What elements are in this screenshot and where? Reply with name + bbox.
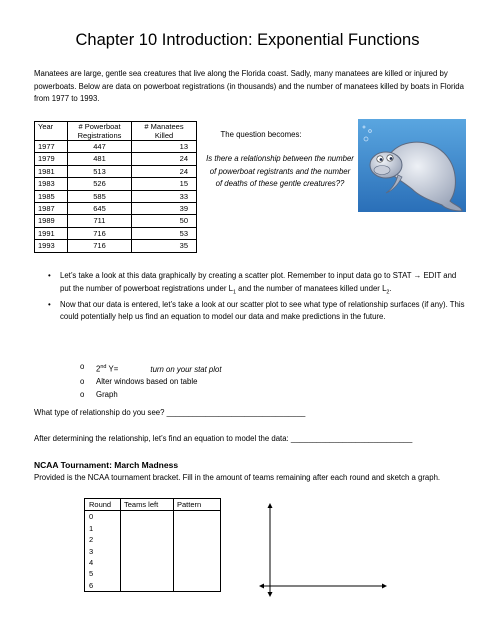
step-text: Alter windows based on table bbox=[96, 377, 198, 387]
circle-bullet-icon: o bbox=[80, 377, 85, 387]
cell-killed: 15 bbox=[132, 178, 197, 190]
cell-registrations: 711 bbox=[68, 215, 132, 227]
step-item bbox=[80, 389, 222, 402]
table-row bbox=[35, 178, 197, 190]
cell-killed: 53 bbox=[132, 227, 197, 239]
header-manatees-killed: # Manatees Killed bbox=[132, 122, 197, 141]
header-teams-left: Teams left bbox=[121, 499, 174, 511]
table-row bbox=[35, 227, 197, 239]
arrow-right-icon bbox=[382, 584, 387, 589]
bullet-text: Let’s take a look at this data graphically by creating a scatter plot. Remember to input data go to STAT bbox=[60, 271, 414, 280]
step-text: 2 bbox=[96, 364, 101, 374]
cell-pattern[interactable] bbox=[174, 534, 221, 545]
ncaa-heading: NCAA Tournament: March Madness bbox=[34, 460, 179, 470]
cell-killed: 24 bbox=[132, 165, 197, 177]
intro-paragraph: Manatees are large, gentle sea creatures that live along the Florida coast. Sadly, many manatees are killed or injured by powerboats. Below are data on powerboat registrations (in thousands) and the number of manatees killed by boats in Florida from 1977 to 1993. bbox=[34, 69, 464, 103]
bullet-icon: • bbox=[48, 299, 51, 309]
cell-pattern[interactable] bbox=[174, 568, 221, 579]
calculator-steps bbox=[80, 361, 222, 401]
step-item bbox=[80, 376, 222, 389]
table-row bbox=[85, 557, 221, 568]
cell-killed: 50 bbox=[132, 215, 197, 227]
cell-round: 6 bbox=[85, 580, 121, 592]
cell-killed: 39 bbox=[132, 202, 197, 214]
cell-round: 5 bbox=[85, 568, 121, 579]
cell-year: 1991 bbox=[35, 227, 68, 239]
cell-round: 3 bbox=[85, 546, 121, 557]
header-round: Round bbox=[85, 499, 121, 511]
relationship-question: What type of relationship do you see? ________________________________ bbox=[34, 408, 306, 417]
bullet-text: EDIT and put the number of powerboat registrations under L bbox=[60, 271, 457, 293]
ncaa-table bbox=[84, 498, 221, 592]
bullet-item bbox=[48, 299, 468, 324]
cell-teams-left[interactable] bbox=[121, 534, 174, 545]
cell-year: 1993 bbox=[35, 240, 68, 252]
table-row bbox=[85, 580, 221, 592]
cell-registrations: 716 bbox=[68, 240, 132, 252]
question-heading: The question becomes: bbox=[220, 130, 302, 139]
cell-registrations: 585 bbox=[68, 190, 132, 202]
bullet-text: and the number of manatees killed under L bbox=[236, 283, 387, 293]
cell-teams-left[interactable] bbox=[121, 546, 174, 557]
header-pattern: Pattern bbox=[174, 499, 221, 511]
circle-bullet-icon: o bbox=[80, 362, 85, 371]
table-header-row bbox=[85, 499, 221, 511]
step-text: Graph bbox=[96, 389, 118, 399]
cell-killed: 33 bbox=[132, 190, 197, 202]
cell-pattern[interactable] bbox=[174, 580, 221, 592]
cell-registrations: 447 bbox=[68, 141, 132, 153]
cell-round: 1 bbox=[85, 523, 121, 534]
bullet-text: . bbox=[389, 283, 392, 293]
bullet-item bbox=[48, 270, 468, 299]
table-row bbox=[85, 546, 221, 557]
cell-pattern[interactable] bbox=[174, 523, 221, 534]
cell-round: 4 bbox=[85, 557, 121, 568]
ncaa-instructions: Provided is the NCAA tournament bracket. Fill in the amount of teams remaining after each round and sketch a graph. bbox=[34, 473, 441, 482]
arrow-left-icon bbox=[259, 584, 264, 589]
table-row bbox=[35, 153, 197, 165]
table-row bbox=[35, 202, 197, 214]
cell-year: 1989 bbox=[35, 215, 68, 227]
table-row bbox=[85, 523, 221, 534]
question-body: Is there a relationship between the number of powerboat registrants and the number of deaths of these gentle creatures?? bbox=[206, 154, 354, 188]
step-note: turn on your stat plot bbox=[150, 364, 222, 374]
cell-year: 1985 bbox=[35, 190, 68, 202]
table-row bbox=[35, 141, 197, 153]
cell-teams-left[interactable] bbox=[121, 580, 174, 592]
cell-year: 1983 bbox=[35, 178, 68, 190]
bullet-text: Now that our data is entered, let’s take a look at our scatter plot to see what type of relationship surfaces (if any). This could potentially help us find an equation to model our data and make predictions in the future. bbox=[60, 299, 465, 322]
arrow-up-icon bbox=[268, 503, 273, 508]
cell-teams-left[interactable] bbox=[121, 568, 174, 579]
sketch-axes[interactable] bbox=[248, 502, 388, 598]
cell-killed: 24 bbox=[132, 153, 197, 165]
manatee-data-table bbox=[34, 121, 197, 253]
cell-killed: 13 bbox=[132, 141, 197, 153]
header-year: Year bbox=[35, 122, 68, 141]
bullet-icon: • bbox=[48, 271, 51, 280]
cell-pattern[interactable] bbox=[174, 546, 221, 557]
table-row bbox=[85, 534, 221, 545]
table-row bbox=[35, 215, 197, 227]
subscript: 1 bbox=[232, 289, 236, 296]
cell-registrations: 526 bbox=[68, 178, 132, 190]
cell-teams-left[interactable] bbox=[121, 557, 174, 568]
superscript: nd bbox=[100, 364, 107, 370]
cell-registrations: 513 bbox=[68, 165, 132, 177]
cell-round: 2 bbox=[85, 534, 121, 545]
instruction-list bbox=[48, 270, 468, 324]
subscript: 2 bbox=[386, 289, 390, 296]
cell-pattern[interactable] bbox=[174, 557, 221, 568]
cell-registrations: 716 bbox=[68, 227, 132, 239]
cell-teams-left[interactable] bbox=[121, 511, 174, 523]
table-row bbox=[35, 240, 197, 252]
cell-registrations: 645 bbox=[68, 202, 132, 214]
cell-teams-left[interactable] bbox=[121, 523, 174, 534]
arrow-down-icon bbox=[268, 592, 273, 597]
arrow-icon: → bbox=[413, 271, 422, 280]
equation-question: After determining the relationship, let’s find an equation to model the data: ____________________________ bbox=[34, 434, 413, 443]
cell-registrations: 481 bbox=[68, 153, 132, 165]
header-registrations: # Powerboat Registrations bbox=[68, 122, 132, 141]
page-title: Chapter 10 Introduction: Exponential Functions bbox=[75, 31, 420, 49]
cell-year: 1987 bbox=[35, 202, 68, 214]
cell-year: 1979 bbox=[35, 153, 68, 165]
circle-bullet-icon: o bbox=[80, 389, 85, 399]
table-row bbox=[35, 165, 197, 177]
manatee-illustration bbox=[358, 119, 466, 212]
cell-year: 1981 bbox=[35, 165, 68, 177]
cell-year: 1977 bbox=[35, 141, 68, 153]
table-row bbox=[85, 568, 221, 579]
cell-pattern[interactable] bbox=[174, 511, 221, 523]
cell-round: 0 bbox=[85, 511, 121, 523]
step-item bbox=[80, 361, 222, 376]
table-row bbox=[35, 190, 197, 202]
table-row bbox=[85, 511, 221, 523]
table-header-row bbox=[35, 122, 197, 141]
step-text: Y= bbox=[106, 364, 119, 374]
cell-killed: 35 bbox=[132, 240, 197, 252]
